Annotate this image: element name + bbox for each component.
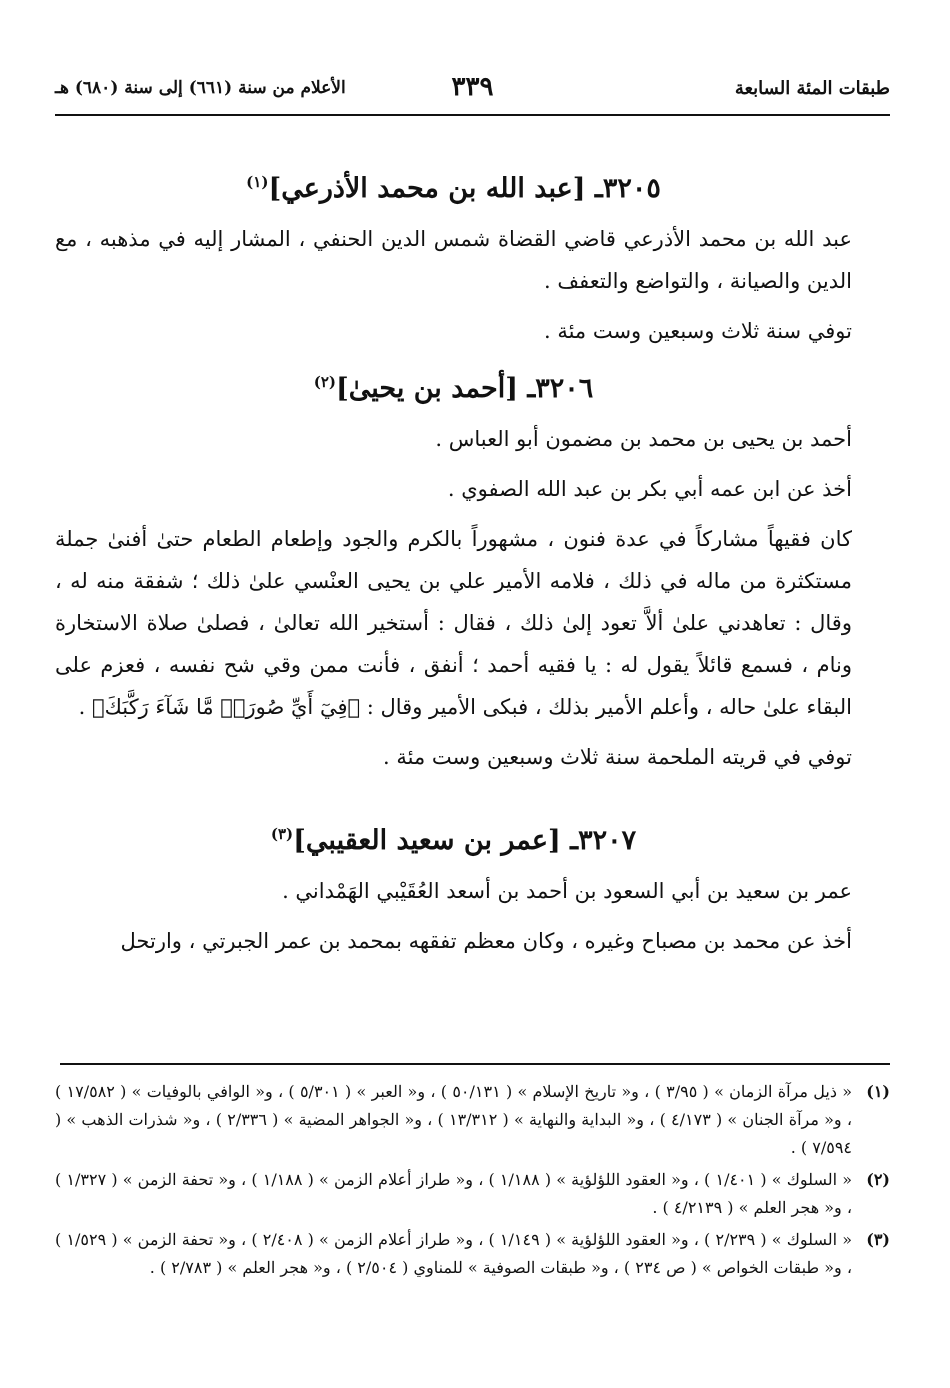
entry-paragraph: أخذ عن ابن عمه أبي بكر بن عبد الله الصفوي . <box>447 477 852 501</box>
entry-heading-text: ٣٢٠٥ـ [عبد الله بن محمد الأذرعي] <box>268 173 661 204</box>
entry-heading-text: ٣٢٠٦ـ [أحمد بن يحيىٰ] <box>335 373 594 404</box>
running-header <box>55 72 890 112</box>
header-years-range: الأعلام من سنة (٦٦١) إلى سنة (٦٨٠) هـ <box>55 78 346 98</box>
page-number: ٣٣٩ <box>451 72 494 102</box>
entry-paragraph: توفي سنة ثلاث وسبعين وست مئة . <box>543 319 852 343</box>
footnote <box>55 1166 890 1222</box>
biography-entry <box>55 812 852 962</box>
entry-paragraph: عبد الله بن محمد الأذرعي قاضي القضاة شمس الدين الحنفي ، المشار إليه في مذهبه ، مع الدين والصيانة ، والتواضع والتعفف . <box>55 227 852 293</box>
footnote-reference: (٢) <box>313 373 336 391</box>
entry-title <box>55 360 852 418</box>
footnote-number: (٢) <box>866 1170 890 1189</box>
footnote-text: « السلوك » ( ٢/٢٣٩ ) ، و« العقود اللؤلؤية » ( ١/١٤٩ ) ، و« طراز أعلام الزمن » ( ٢/٤٠٨ ) ، و« تحفة الزمن » ( ١/٥٢٩ ) ، و« طبقات الخواص » ( ص ٢٣٤ ) ، و« طبقات الصوفية » للمناوي ( ٢/٥٠٤ ) ، و« هجر العلم » ( ٢/٧٨٣ ) . <box>55 1230 853 1277</box>
footnote-reference: (١) <box>246 173 269 191</box>
biography-entry <box>55 360 852 778</box>
footnote-number: (٣) <box>866 1230 890 1249</box>
footnote-reference: (٣) <box>270 825 294 843</box>
page-body <box>55 160 852 970</box>
footnotes <box>55 1078 890 1286</box>
footnote <box>55 1078 890 1162</box>
footnote-number: (١) <box>866 1082 890 1101</box>
footnote <box>55 1226 890 1282</box>
biography-entry <box>55 160 852 352</box>
entry-paragraph: كان فقيهاً مشاركاً في عدة فنون ، مشهوراً بالكرم والجود وإطعام الطعام حتىٰ أفنىٰ جملة مستكثرة من ماله في ذلك ، فلامه الأمير علي بن يحيى العنْسي علىٰ ذلك ؛ شفقة منه له ، وقال : تعاهدني علىٰ ألاَّ تعود إلىٰ ذلك ، فقال : أستخير الله تعالىٰ ، فصلىٰ صلاة الاستخارة ونام ، فسمع قائلاً يقول له : يا فقيه أحمد ؛ أنفق ، فأنت ممن وقي شح نفسه ، فعزم على البقاء علىٰ حاله ، وأعلم الأمير بذلك ، فبكى الأمير وقال : ﴿فِيٓ أَيِّ صُورَةٖ مَّا شَآءَ رَكَّبَكَ﴾ . <box>55 527 852 719</box>
entry-title <box>55 812 852 870</box>
entry-paragraph: أخذ عن محمد بن مصباح وغيره ، وكان معظم تفقهه بمحمد بن عمر الجبرتي ، وارتحل <box>120 929 852 953</box>
footnote-text: « ذيل مرآة الزمان » ( ٣/٩٥ ) ، و« تاريخ الإسلام » ( ٥٠/١٣١ ) ، و« العبر » ( ٥/٣٠١ ) ، و« الوافي بالوفيات » ( ١٧/٥٨٢ ) ، و« مرآة الجنان » ( ٤/١٧٣ ) ، و« البداية والنهاية » ( ١٣/٣١٢ ) ، و« الجواهر المضية » ( ٢/٣٣٦ ) ، و« شذرات الذهب » ( ٧/٥٩٤ ) . <box>55 1082 853 1157</box>
entry-paragraph: عمر بن سعيد بن أبي السعود بن أحمد بن أسعد العُقَيْبي الهَمْداني . <box>282 879 852 903</box>
header-divider <box>55 114 890 116</box>
footnotes-divider <box>60 1063 890 1065</box>
entry-heading-text: ٣٢٠٧ـ [عمر بن سعيد العقيبي] <box>293 825 637 856</box>
entry-title <box>55 160 852 218</box>
entry-paragraph: توفي في قريته الملحمة سنة ثلاث وسبعين وست مئة . <box>383 745 852 769</box>
entry-paragraph: أحمد بن يحيى بن محمد بن مضمون أبو العباس . <box>435 427 852 451</box>
header-book-section-title: طبقات المئة السابعة <box>734 78 890 99</box>
entry-spacer <box>55 786 852 812</box>
footnote-text: « السلوك » ( ١/٤٠١ ) ، و« العقود اللؤلؤية » ( ١/١٨٨ ) ، و« طراز أعلام الزمن » ( ١/١٨٨ ) ، و« تحفة الزمن » ( ١/٣٢٧ ) ، و« هجر العلم » ( ٤/٢١٣٩ ) . <box>55 1170 853 1217</box>
